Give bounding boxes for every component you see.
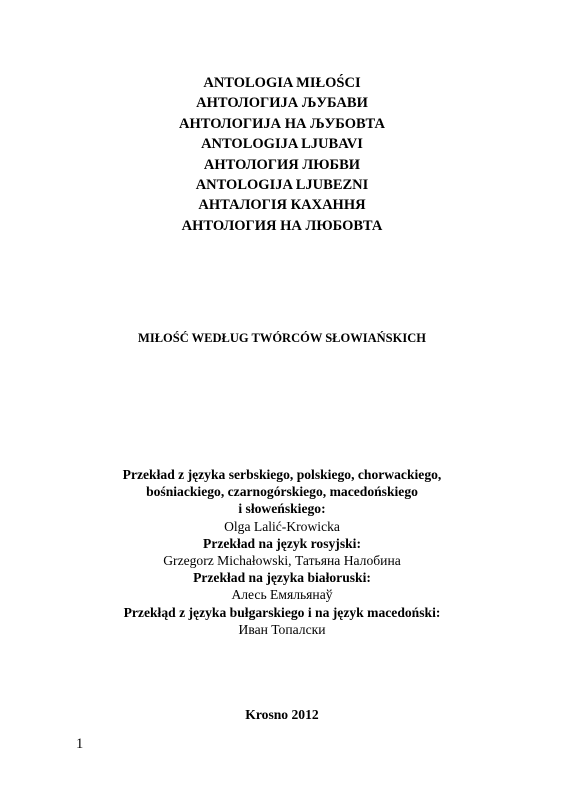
title-serbian: АНТОЛОГИЈА ЉУБАВИ <box>196 95 368 112</box>
place-and-year: Krosno 2012 <box>245 707 319 722</box>
title-croatian: ANTOLOGIJA LJUBAVI <box>201 136 363 153</box>
title-belarusian: АНТАЛОГІЯ КАХАННЯ <box>198 197 366 214</box>
title-slovenian: ANTOLOGIJA LJUBEZNI <box>195 177 369 194</box>
bulgarian-translation-label: Przekłąd z języka bułgarskiego i na język macedoński: <box>123 604 441 620</box>
translation-credits <box>0 466 564 638</box>
translator-name-2: Grzegorz Michałowski, Татьяна Налобина <box>163 553 401 569</box>
translator-name-3: Алесь Емяльянаў <box>231 587 333 603</box>
anthology-title-block <box>0 73 564 236</box>
translation-from-line-2: bośniackiego, czarnogórskiego, macedońskiego <box>146 484 418 500</box>
subtitle: MIŁOŚĆ WEDŁUG TWÓRCÓW SŁOWIAŃSKICH <box>138 331 426 345</box>
title-macedonian: АНТОЛОГИЈА НА ЉУБОВТА <box>179 115 385 132</box>
title-russian: АНТОЛОГИЯ ЛЮБВИ <box>203 156 361 173</box>
translation-from-line-1: Przekład z języka serbskiego, polskiego, chorwackiego, <box>122 467 442 482</box>
title-polish: ANTOLOGIA MIŁOŚCI <box>203 75 361 91</box>
translator-name-4: Иван Топалски <box>238 621 326 637</box>
translator-name-1: Olga Lalić-Krowicka <box>224 518 340 534</box>
translation-from-line-3: i słoweńskiego: <box>238 501 326 517</box>
page-number: 1 <box>76 736 84 752</box>
russian-translation-label: Przekład na język rosyjski: <box>203 535 361 551</box>
belarusian-translation-label: Przekład na języka białoruski: <box>193 570 371 586</box>
title-bulgarian: АНТОЛОГИЯ НА ЛЮБОВТА <box>181 217 383 234</box>
